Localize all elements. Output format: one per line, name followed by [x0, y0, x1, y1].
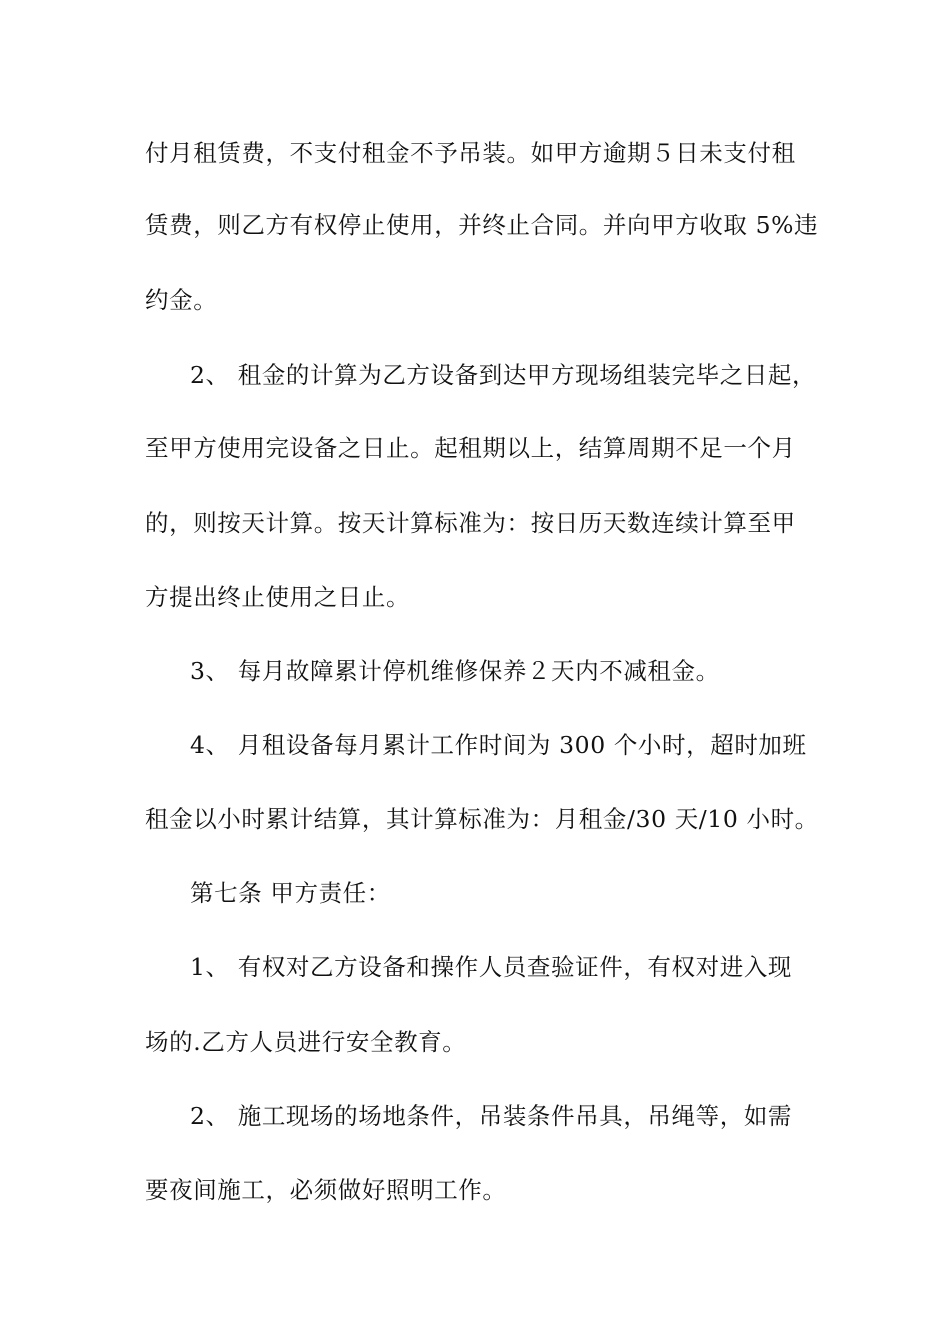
paragraph-line: 租金以小时累计结算，其计算标准为：月租金/30 天/10 小时。 [145, 805, 819, 833]
paragraph-line: 场的.乙方人员进行安全教育。 [145, 1028, 467, 1056]
clause-item: 2、 租金的计算为乙方设备到达甲方现场组装完毕之日起， [190, 361, 817, 389]
paragraph-line: 要夜间施工，必须做好照明工作。 [145, 1176, 507, 1204]
clause-item: 3、 每月故障累计停机维修保养２天内不减租金。 [190, 657, 720, 685]
paragraph-line: 赁费，则乙方有权停止使用，并终止合同。并向甲方收取 5%违 [145, 211, 819, 239]
paragraph-line: 至甲方使用完设备之日止。起租期以上，结算周期不足一个月 [145, 434, 796, 462]
section-heading: 第七条 甲方责任： [190, 879, 391, 907]
clause-item: 1、 有权对乙方设备和操作人员查验证件，有权对进入现 [190, 953, 793, 981]
paragraph-line: 付月租赁费，不支付租金不予吊装。如甲方逾期５日未支付租 [145, 139, 796, 167]
clause-item: 2、 施工现场的场地条件，吊装条件吊具，吊绳等，如需 [190, 1102, 793, 1130]
paragraph-line: 的，则按天计算。按天计算标准为：按日历天数连续计算至甲 [145, 509, 796, 537]
paragraph-line: 约金。 [145, 286, 218, 314]
clause-item: 4、 月租设备每月累计工作时间为 300 个小时，超时加班 [190, 731, 807, 759]
paragraph-line: 方提出终止使用之日止。 [145, 583, 411, 611]
